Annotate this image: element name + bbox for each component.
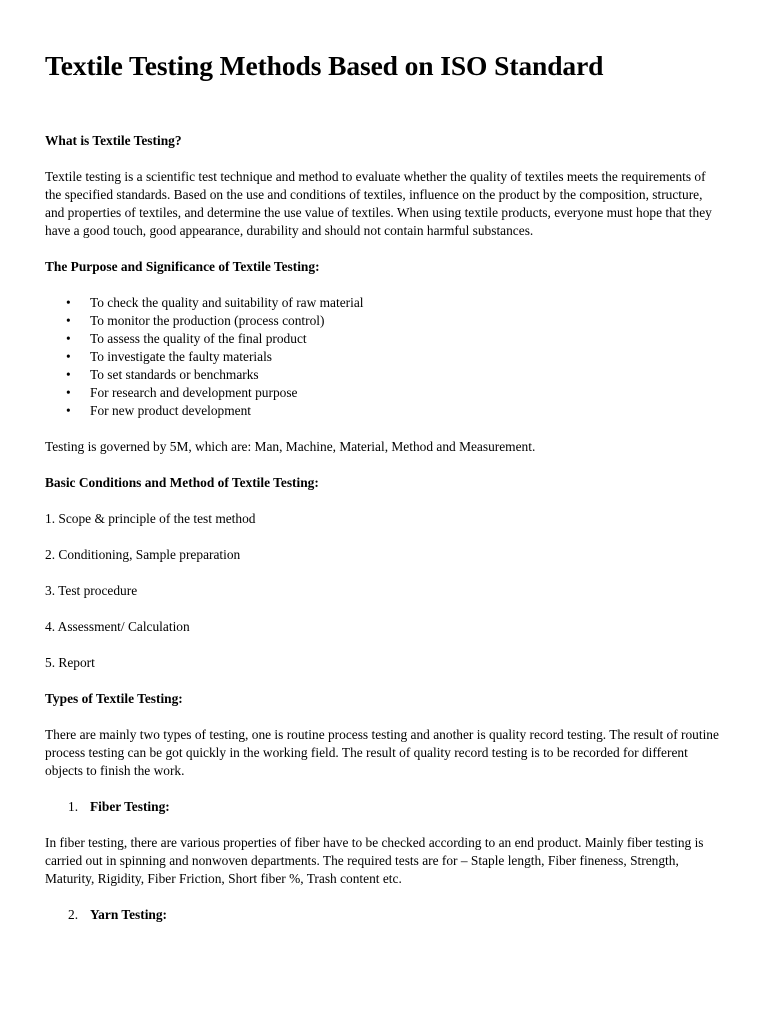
step-item: 4. Assessment/ Calculation (45, 619, 190, 634)
fiber-testing-list (45, 798, 725, 816)
what-is-body: Textile testing is a scientific test technique and method to evaluate whether the quality of textiles meets the requirements of the specified standards. Based on the use and conditions of textiles, influence on the product by the composition, structure, and properties of textiles, and determine the use value of textiles. When using textile products, everyone must hope that they have a good touch, good appearance, durability and should not contain harmful substances. (45, 169, 712, 238)
page-title: Textile Testing Methods Based on ISO Standard (45, 50, 604, 81)
list-item: • To monitor the production (process control) (90, 312, 725, 330)
list-item: • For new product development (90, 402, 725, 420)
step-item: 5. Report (45, 655, 95, 670)
basic-conditions-heading: Basic Conditions and Method of Textile Testing: (45, 475, 319, 490)
list-item: • To check the quality and suitability of raw material (90, 294, 725, 312)
fiber-testing-title: Fiber Testing: (90, 799, 170, 814)
document-page (45, 48, 725, 942)
step-item: 1. Scope & principle of the test method (45, 511, 256, 526)
fiber-testing-body: In fiber testing, there are various properties of fiber have to be checked according to an end product. Mainly fiber testing is carried out in spinning and nonwoven departments. The required tests are for – Staple length, Fiber fineness, Strength, Maturity, Rigidity, Fiber Friction, Short fiber %, Trash content etc. (45, 835, 704, 886)
step-item: 3. Test procedure (45, 583, 138, 598)
list-number: 2. (68, 907, 79, 922)
five-m-note: Testing is governed by 5M, which are: Man, Machine, Material, Method and Measurement. (45, 439, 536, 454)
what-is-heading: What is Textile Testing? (45, 133, 182, 148)
list-item: • To set standards or benchmarks (90, 366, 725, 384)
yarn-testing-list (45, 906, 725, 924)
list-item: • For research and development purpose (90, 384, 725, 402)
yarn-testing-heading (45, 906, 725, 924)
purpose-heading: The Purpose and Significance of Textile Testing: (45, 259, 320, 274)
list-item: • To assess the quality of the final product (90, 330, 725, 348)
types-body: There are mainly two types of testing, one is routine process testing and another is quality record testing. The result of routine process testing can be got quickly in the working field. The result of quality record testing is to be recorded for different objects to finish the work. (45, 727, 719, 778)
fiber-testing-heading (45, 798, 725, 816)
list-item: • To investigate the faulty materials (90, 348, 725, 366)
yarn-testing-title: Yarn Testing: (90, 907, 168, 922)
list-number: 1. (68, 799, 79, 814)
step-item: 2. Conditioning, Sample preparation (45, 547, 241, 562)
types-heading: Types of Textile Testing: (45, 691, 183, 706)
purpose-list (45, 294, 725, 420)
